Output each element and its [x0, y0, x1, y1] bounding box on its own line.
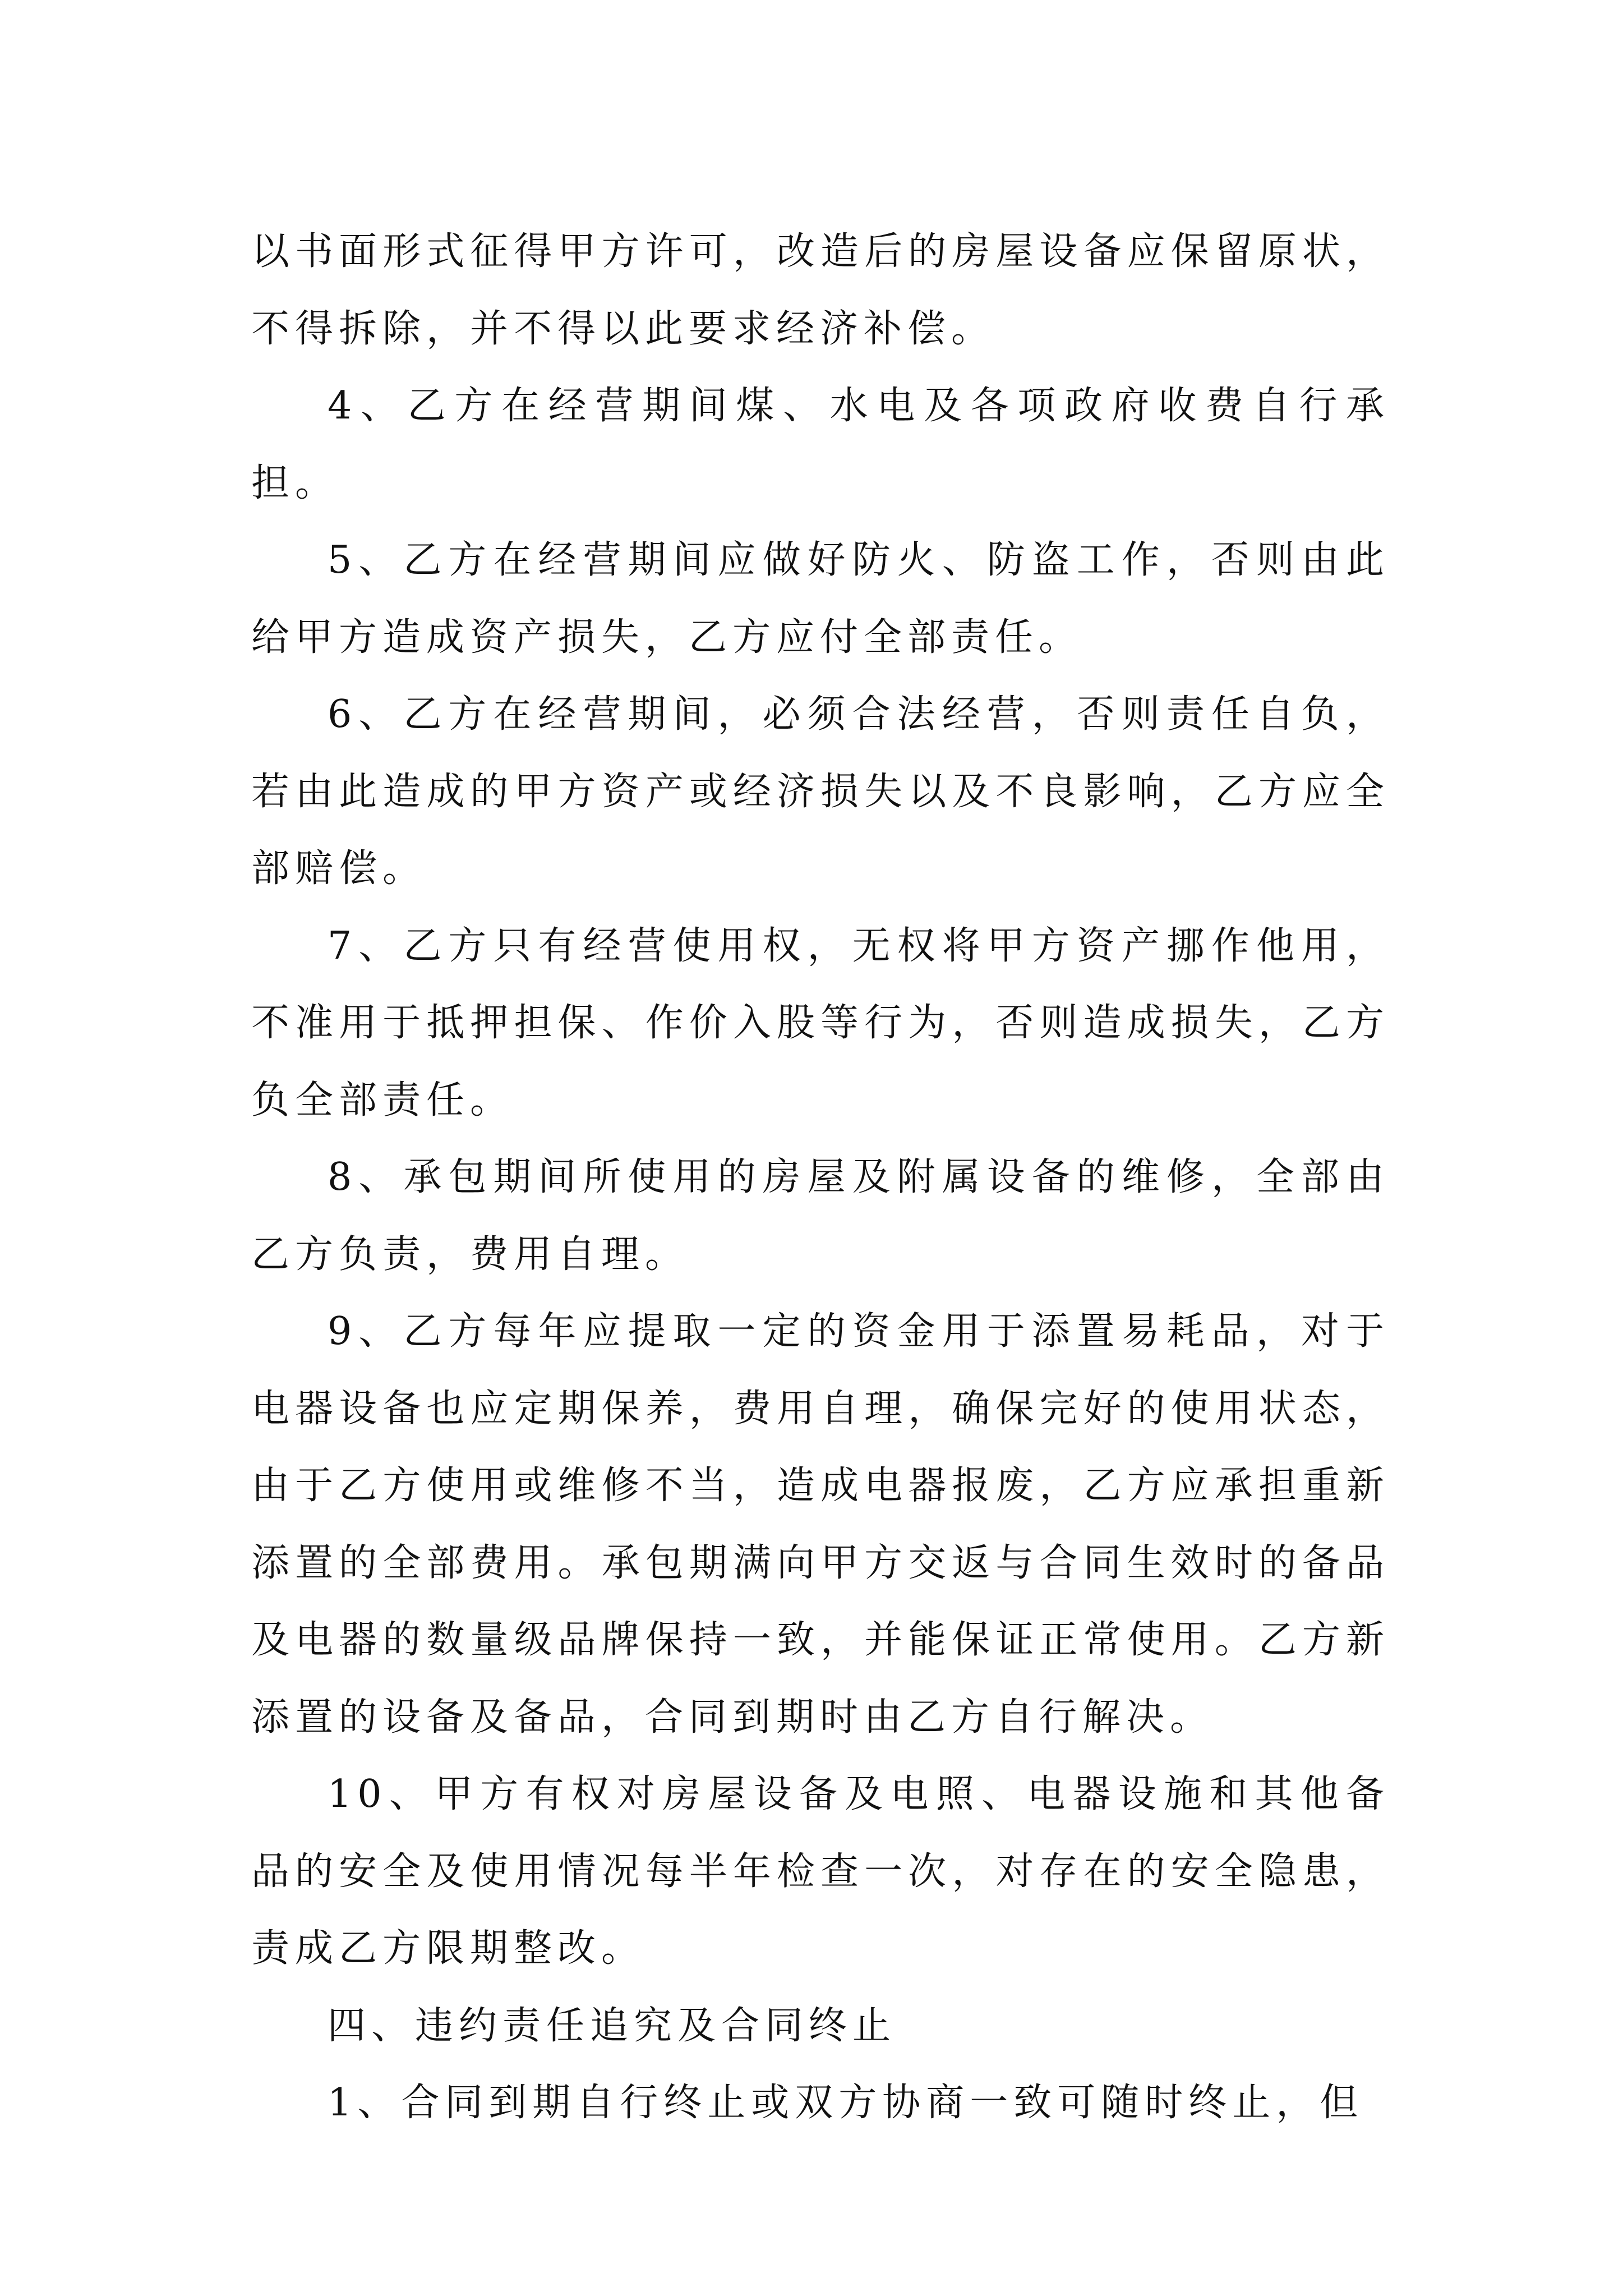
- paragraph-section4-clause-1: 1、合同到期自行终止或双方协商一致可随时终止，但: [328, 2081, 1364, 2125]
- document-body: [251, 213, 1390, 2142]
- paragraph-continued: 以书面形式征得甲方许可，改造后的房屋设备应保留原状，不得拆除，并不得以此要求经济补偿。: [251, 229, 1390, 351]
- paragraph-clause-8: 8、承包期间所使用的房屋及附属设备的维修，全部由乙方负责，费用自理。: [251, 1155, 1390, 1277]
- paragraph-clause-4: 4、乙方在经营期间煤、水电及各项政府收费自行承担。: [251, 384, 1390, 505]
- section-heading-4: 四、违约责任追究及合同终止: [328, 2003, 897, 2048]
- paragraph-clause-5: 5、乙方在经营期间应做好防火、防盗工作，否则由此给甲方造成资产损失，乙方应付全部责任。: [251, 538, 1390, 660]
- paragraph-clause-9: 9、乙方每年应提取一定的资金用于添置易耗品，对于电器设备也应定期保养，费用自理，确保完好的使用状态，由于乙方使用或维修不当，造成电器报废，乙方应承担重新添置的全部费用。承包期满向甲方交返与合同生效时的备品及电器的数量级品牌保持一致，并能保证正常使用。乙方新添置的设备及备品，合同到期时由乙方自行解决。: [251, 1309, 1390, 1740]
- paragraph-clause-7: 7、乙方只有经营使用权，无权将甲方资产挪作他用，不准用于抵押担保、作价入股等行为，否则造成损失，乙方负全部责任。: [251, 923, 1390, 1122]
- paragraph-clause-6: 6、乙方在经营期间，必须合法经营，否则责任自负，若由此造成的甲方资产或经济损失以及不良影响，乙方应全部赔偿。: [251, 692, 1390, 891]
- paragraph-clause-10: 10、甲方有权对房屋设备及电照、电器设施和其他备品的安全及使用情况每半年检查一次，对存在的安全隐患，责成乙方限期整改。: [251, 1772, 1390, 1971]
